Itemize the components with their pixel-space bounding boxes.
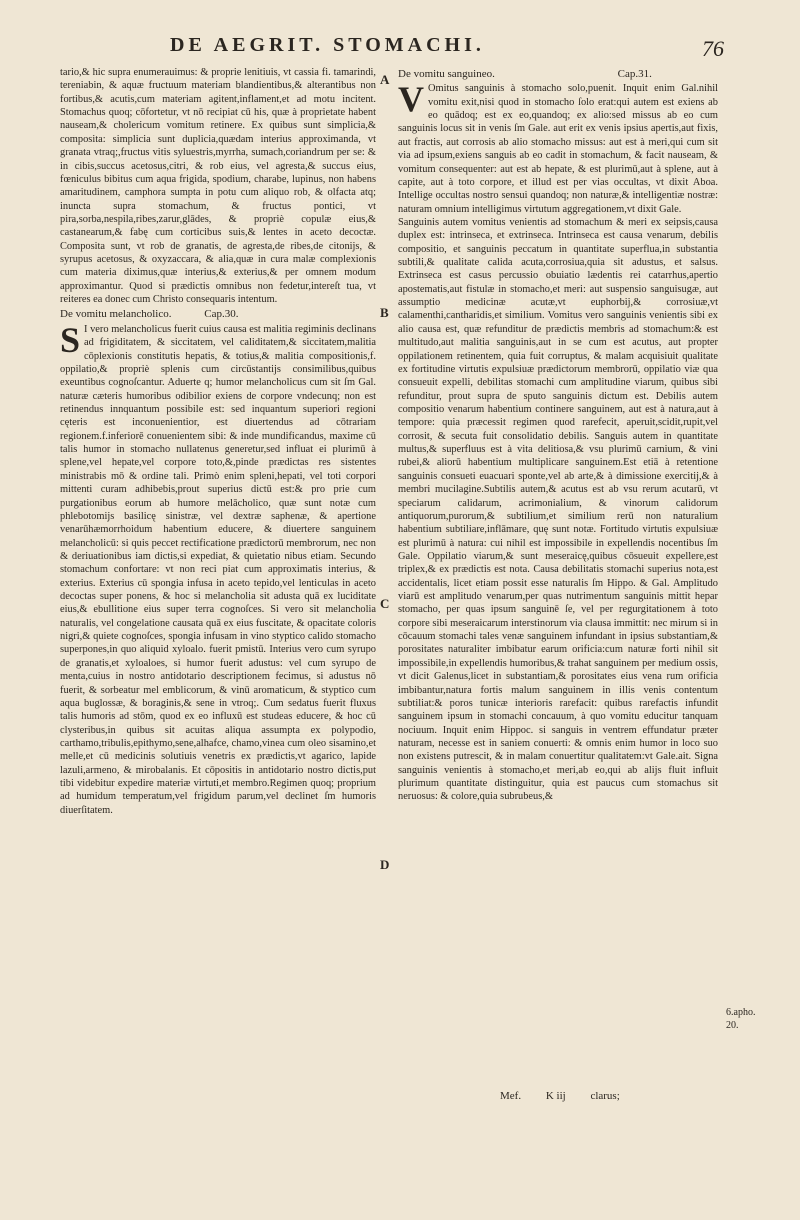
running-title: DE AEGRIT. STOMACHI. — [170, 34, 485, 56]
section-mark-a: A — [380, 72, 390, 87]
chapter-title: De vomitu melancholico. — [60, 308, 172, 321]
margin-note-aphorism: 6.apho. — [726, 1007, 756, 1018]
drop-cap: V — [398, 79, 424, 120]
chapter-number: Cap.31. — [617, 68, 652, 80]
section-mark-d: D — [380, 857, 390, 872]
left-column — [60, 66, 376, 817]
chapter-number: Cap.30. — [204, 308, 239, 321]
signature-mark: K iij — [545, 1090, 566, 1102]
catchword: Mef. — [500, 1090, 522, 1102]
page-number: 76 — [702, 36, 724, 61]
right-paragraph-2: Sanguinis autem vomitus venientis ad stomachum & meri ex seipsis,causa duplex est: intrinseca, et extrinseca. Intrinseca est causa venarum, debilis compositio, et sanguinis peccatum in quantitate superflua,in substantia subtili,& qualitate calida acuta,corrosiua,quia sit adustus, et salsus. Extrinseca est casus percussio obuiatio lædentis rei catarrhus,apertio apostematis,aut fistulæ in stomacho,et meri: aut suspensio sanguisugæ, aut assumptio medicinæ acutæ,vt euphorbij,& corrosiuæ,vt calamenthi,cantharidis,et similium. Vomitus vero sanguinis venientis sibi ex alio causa est, quæ refunditur de prædictis membris ad stomachum:& est multitudo,aut malitia sanguinis,aut in se cum est acutus, aut propter oppilationem retinentem, quia fuit corruptus, & malam acquisiuit qualitate ex fortitudine virtutis expulsiuæ prædictorum membrorū, oppilatio viæ qua consueuit expelli, debilitas stomachi cum amplitudine viarum, quibus sibi refunditur, prout supra de sputo sanguinis dictum est. Debilis autem compositio venarum habentium continere sanguinem, aut est à natura,aut à tempore: quia præcessit regimen quod rarefecit, aperuit,scidit,rupit,vel corrosit, & secuta fuit consolidatio debilis. Sanguis autem in quantitate multus,& superfluus est à vita delitiosa,& vsu plurimū carnium, & vini rubei,& aliorū habentium multiplicare sanguinem.Est etiā à retentione sanguinis consueti euacuari sponte,vel ab arte,& à dimissione exercitij,& à membri mucilagine.Subtilis autem,& acutus est ab vsu rerum acutarū, vt speciarum calidarum, acrimonialium, & vinorum calidorum antiquorum,purorum,& subtilium,et similium rerū non naturalium habentium subtiliare,inflāmare, quę sunt notæ. Fortitudo virtutis expulsiuæ est plurimū à natura: cui nihil est impossibile in expellendis nocentibus ſm Gale. Oppilatio viarum,& sunt meseraicę,quibus cōsueuit expellere,est triplex,& ex prædictis est nota. Causa debilitatis stomachi superius nota,est accidentalis, licet etiam possit esse naturalis ſm Hippo. & Gal. Amplitudo viarū est amplitudo venarum,per quas nutrimentum sanguinis mittit hepar stomacho, per quas ipsum sanguinē ſe, vel per regurgitationem à toto corpore sibi meseraicarum interstinorum via clausa immittit: nec mirum si in cōcauum stomachi tales venæ sanguinem infundant in ipsius substantiam,& porositates naturaliter imbibatur earum orificia:cum naturæ forti nihil sit impossibile,in expellendis humoribus,& trahat sanguinem per medium ossis, vt dicit Galenus,licet in substantiam,& porositates eius vena rum orificia imbibantur,natura fortis malum sanguinem in illis venis contentum subtiliat:& poros tunicæ interioris rarefacit: quibus rarefactis infundit sanguinem ipsum in stomachi concauum, à quo vomitu educitur tanquam nociuum. Inquit enim Hippoc. si sanguis in ventrem effundatur præter naturam, necesse est in saniem conuerti: & omnis enim humor in loco suo non existens putrescit, & in malam conuertitur qualitatem:vt Gale.ait. Signa sanguinis venientis à stomacho,et meri,ab eo,qui ab alijs fluit influit plurimum quantitate distinguitur, quia est paucus cum stomachus sit neruosus: & colore,quia subrubeus,& — [398, 216, 718, 803]
catchword-right: clarus; — [590, 1090, 620, 1102]
chapter-heading-melancholico — [60, 308, 376, 321]
section-mark-c: C — [380, 596, 390, 611]
drop-cap: S — [60, 319, 81, 360]
chapter-title: De vomitu sanguineo. — [398, 68, 495, 80]
section-mark-b: B — [380, 305, 389, 320]
left-paragraph-2 — [60, 319, 376, 817]
margin-note-number: 20. — [726, 1020, 739, 1031]
right-column — [398, 66, 718, 804]
left-paragraph-1: tario,& hic supra enumerauimus: & proprie lenitiuis, vt cassia fi. tamarindi, tereniabin, & aquæ fructuum materiam blandientibus,& alterantibus non fortibus,& acutis,cum materiam agitent,inflament,et ad motu incitent. Stomachus quoq; cōfortetur, vt nō recipiat cū his, quæ à proprietate habent nauseam,& cholericum vomitum retinere. Ex quibus sunt simplicia,& composita: simplicia sunt duplicia,quædam interius approximanda, vt granata vtraq;,fructus vitis syluestris,myrrha, sumach,coriandrum per se: & in cibis,succus acetosus,citri, & rob eius, vel agresta,& succus eius, fœniculus bibitus cum aqua frigida, spodium, charabe, lupinus, non habens amaritudinem, camphora sumpta in potu cum aliquo rob, & olfacta atq; inuncta supra stomachum, & fructus pontici, vt pira,sorba,nespila,ribes,zarur,glādes, & propriè copulæ eius,& castanearum,& fabę cum corticibus suis,& lentes in aceto decoctæ. Composita sunt, vt rob de granatis, de agresta,de ribes,de citonijs, & syrupus acetosus, & oxyzaccara, & alia,quæ in cura malæ complexionis cum materia diximus,quæ interius,& exterius,& per omnem modum approximantur. Quod si prædictis omnibus non fedetur,intereſt tua, vt reiteres ea donec cum Christo consequaris intentum. — [60, 67, 376, 306]
right-paragraph-1 — [398, 79, 718, 216]
page-footer — [500, 1090, 642, 1102]
right-paragraph-1-text: Omitus sanguinis à stomacho solo,puenit. Inquit enim Gal.nihil vomitu exit,nisi quod in stomacho ſolo erat:qui autem est exiens ab eo quādoq; est ex eo,quandoq; ex alio:sed missus ab eo cum sanguinis locus sit in venis ſm Gale. aut erit ex venis ipsius apertis,aut fixis, aut fractis, aut corrosis ab alio stomacho missus: aut est à meri,qui cum sit via ad ipsum,exiens sanguis ab eo cadit in stomachum, & facit nauseam, & vomitum consequenter: aut est ab hepate, & est plurimū,aut à splene, aut à capite, aut à toto corpore, et illud est per vias occultas, vt dixit Aboa. Intellige occultas nostro sensui quandoq; non naturæ,& intelligentiæ nostræ: naturam omnium intelligimus virtutum aggregationem,vt dixit Gale. — [398, 83, 718, 215]
left-paragraph-2-text: I vero melancholicus fuerit cuius causa est malitia regiminis declinans ad frigiditatem, & siccitatem, vel caliditatem,& siccitatem,malitia cōplexionis constitutis hepatis, & totius,& malitia compositionis,f. oppilatio,& propriè splenis cum circūstantijs consimilibus,quibus exeuntibus cognoſcantur. Aduerte q; humor melancholicus cum sit ſm Gal. naturæ cæteris humoribus odibilior exiens de corpore vndecunq; non est retinendus innquantum possibile est: sed inquantum superiori regioni cęteris est inconuenientior, est diuertendus ad cōtrariam regionem.f.inferiorē conuenientem sibi: & inde mundificandus, maxime cū talis humor in stomacho nullatenus generetur,sed influat ei plurimū à splene,vel hepate,vel corpore toto,&,pinde prædictas res sistentes ministrabis mō & ordine tali. Primò enim spleni,hepati, vel toti corpori mittenti curam adhibebis,prout superius dictū est:& pro prie cum purgationibus eorum ab humore melācholico, quæ sunt notæ cum phlebotomijs basilicę sinistræ, vel dextræ saphenæ, & apertione venarūhæmorrhoidum habentium educere, & diuertere sanguinem melancholicū: si quis peccet rectificatione prædictorū membrorum, nec non & deriuationibus iam dictis,si expediat, & quietatio nibus etiam. Secundo stomachum confortare: vt non reci piat cum approximatis interius, & exterius. Exterius cū spongia infusa in aceto tepido,vel lenticulas in aceto decoctas super ponens, & hoc si melancholia sit adusta quā ex luciditate eius,& ebullitione eius super terra cognoſces. Si vero sit melancholia naturalis, vel congelatione causata quā ex eius fuscitate, & opacitate coloris nigri,& quiete cognoſces, spongia infusam in vino styptico calido stomacho superpones,in quo aliquid xyloalo. fuerit pmistū. Interius vero cum syrupo de granatis,et xyloaloes, si humor fuerit adustus: vel cum syrupo de menta,cuius in nostro antidotario descriptionem fecimus, si adustus nō fuerit, & sorbeatur mel emblicorum, & vinū aromaticum, & styptico cum aqua buglossæ, & boraginis,& sene in vtroq;. Cum sedatus fuerit fluxus talis humoris ad stōm, quod ex eo influxū est studeas educere, & hoc cū clysteribus,in quibus sit acuitas aliqua assumpta ex polypodio, carthamo,tribulis,epithymo,sene,alhafce, chamo,vinea cum oleo sisamino,et melle,et cū medicinis solutiuis venetris ex prædictis,vt agarico, lapide lazuli,armeno, & mirobalanis. Et cōpositis in antidotario nostro dictis,put tibi videbitur expedire materiæ virtuti,et membro.Regimen quoq; proprium ad humidum temperatum,vel frigidum parum,vel declinet ſm humoris diuerſitatem. — [60, 323, 376, 816]
chapter-heading-sanguineo — [398, 68, 718, 81]
